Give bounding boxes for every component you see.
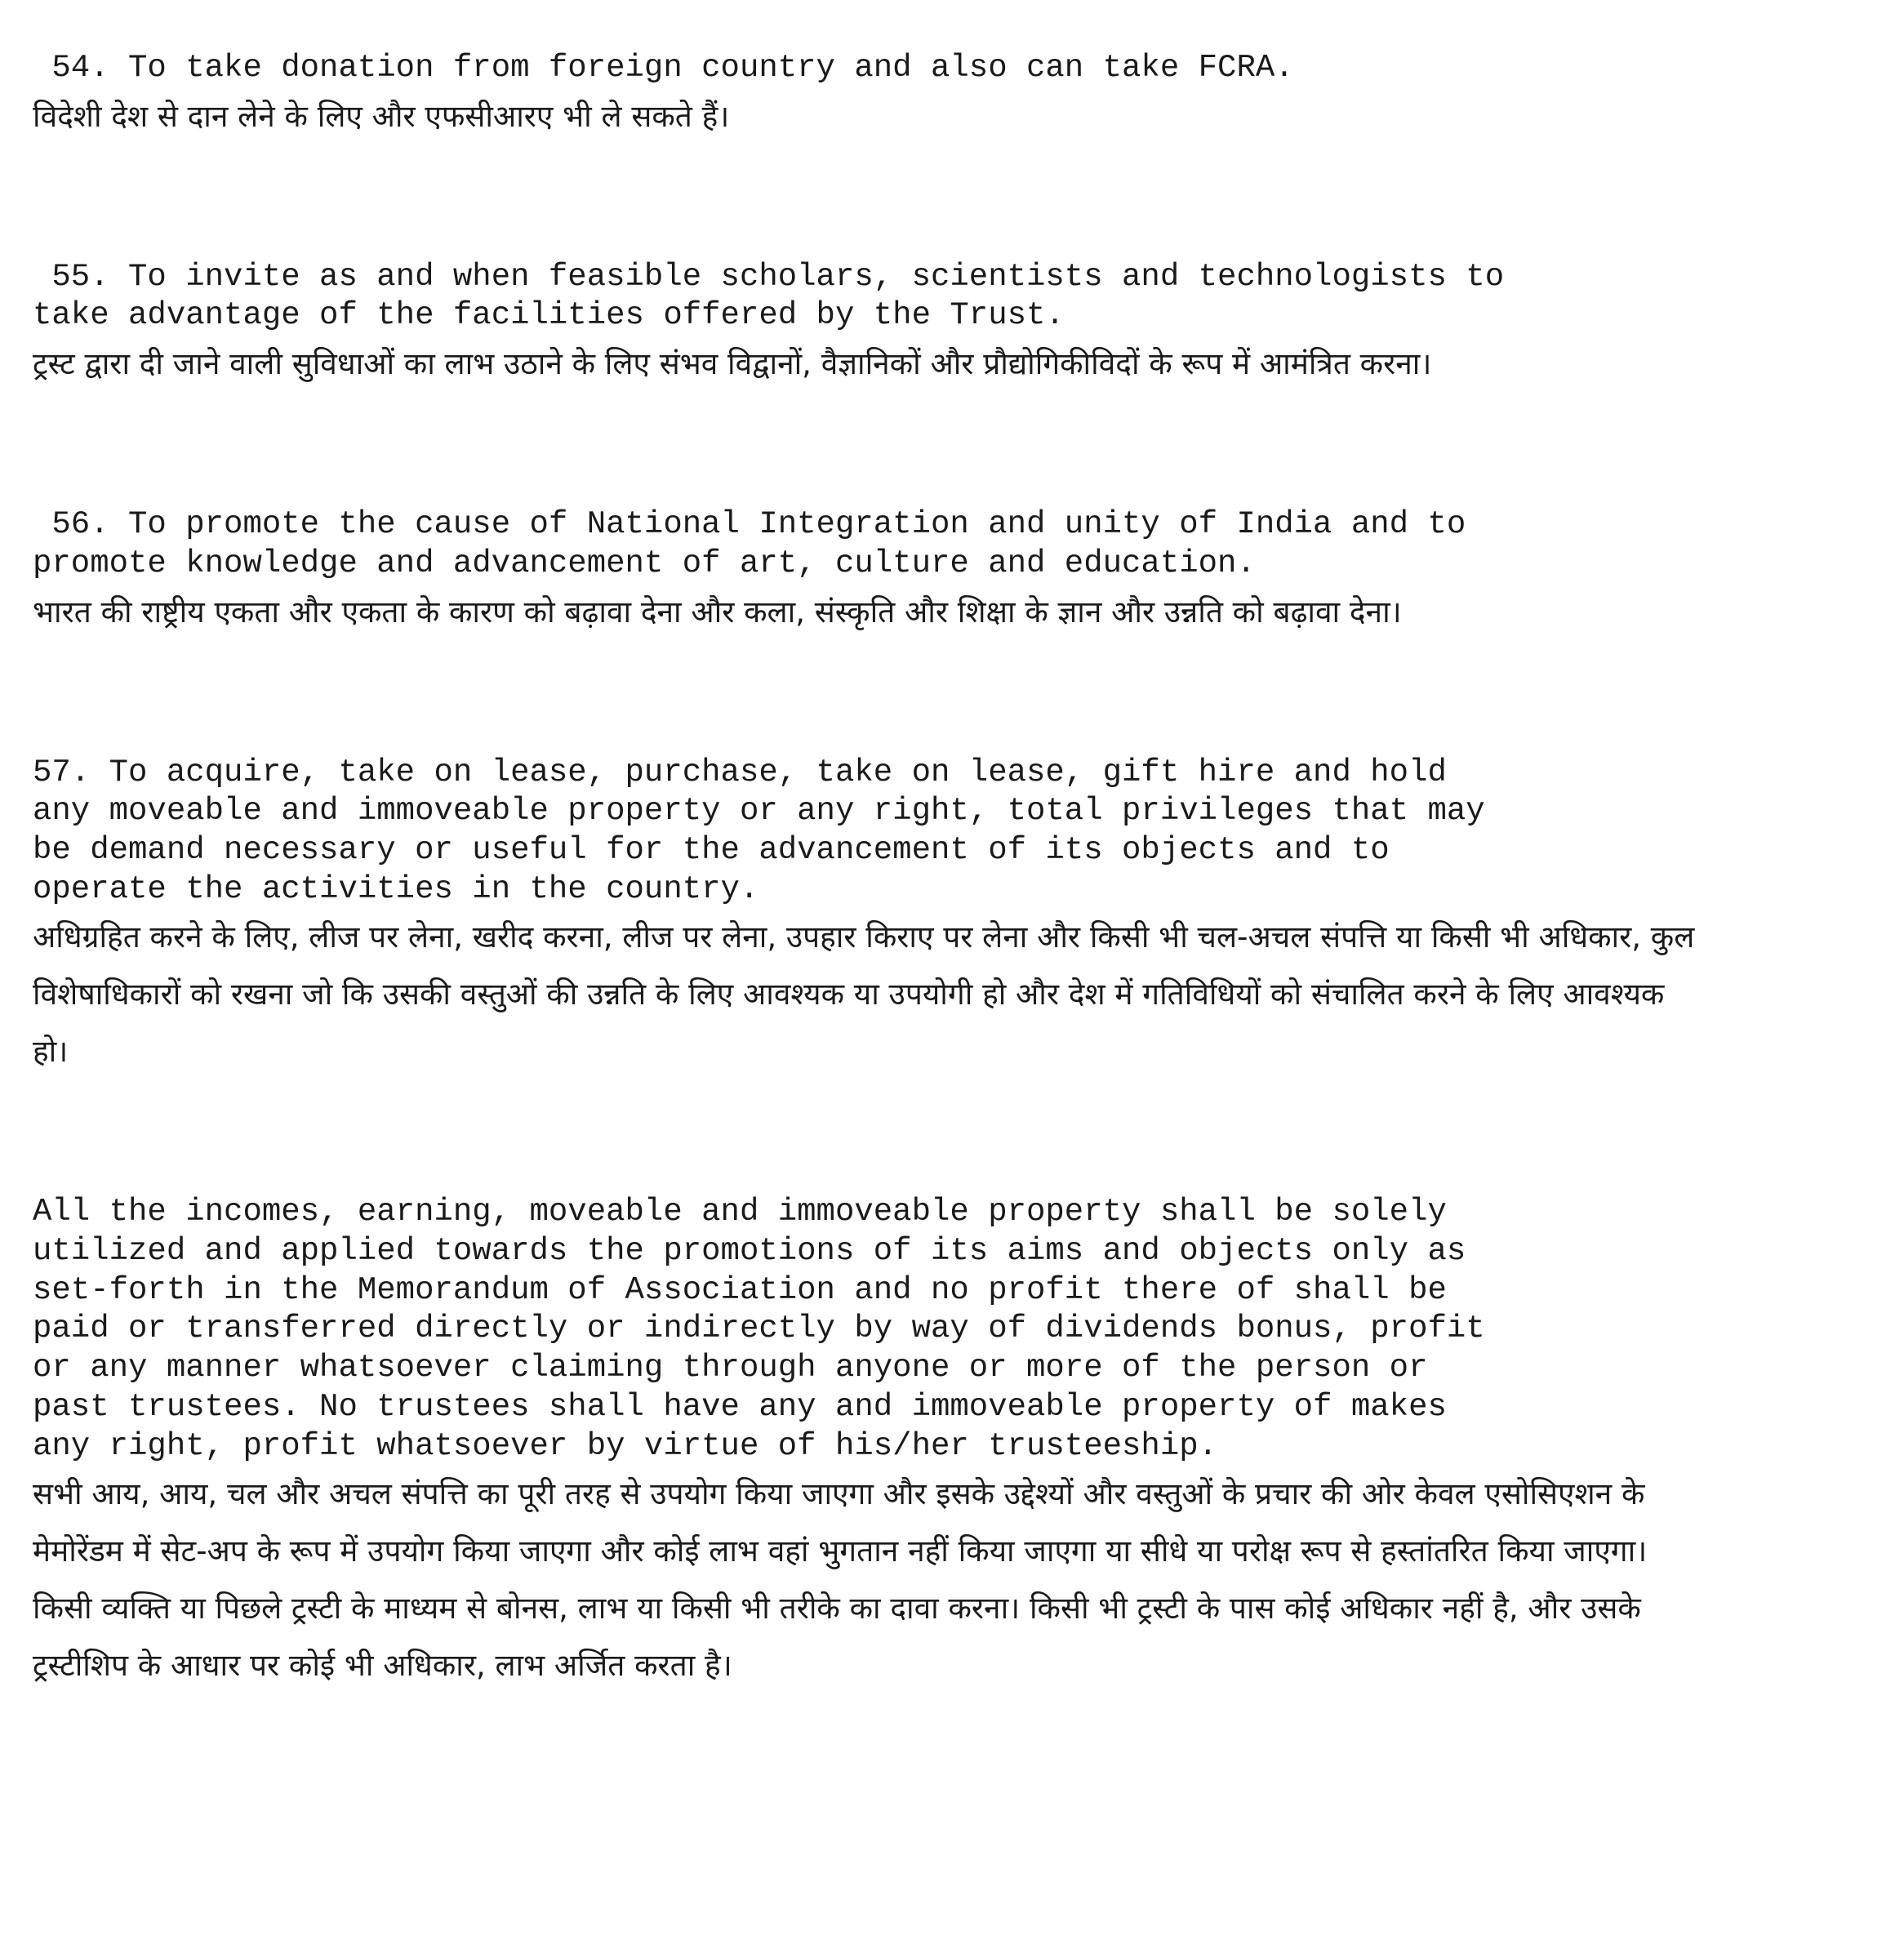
clause-57 (33, 754, 1706, 1081)
spacer (33, 393, 1706, 505)
income-clause (33, 1193, 1706, 1694)
clause-56-english: 56. To promote the cause of National Integration and unity of India and to promote knowledge and advancement of art, culture and education. (33, 506, 1466, 581)
clause-55 (33, 258, 1706, 393)
clause-56-hindi: भारत की राष्ट्रीय एकता और एकता के कारण को बढ़ावा देना और कला, संस्कृति और शिक्षा के ज्ञान और उन्नति को बढ़ावा देना। (33, 594, 1402, 630)
clause-57-hindi: अधिग्रहित करने के लिए, लीज पर लेना, खरीद करना, लीज पर लेना, उपहार किराए पर लेना और किसी भी चल-अचल संपत्ति या किसी भी अधिकार, कुल विशेषाधिकारों को रखना जो कि उसकी वस्तुओं की उन्नति के लिए आवश्यक या उपयोगी हो और देश में गतिविधियों को संचालित करने के लिए आवश्यक हो। (33, 919, 1695, 1070)
income-clause-hindi: सभी आय, आय, चल और अचल संपत्ति का पूरी तरह से उपयोग किया जाएगा और इसके उद्देश्यों और वस्तुओं के प्रचार की ओर केवल एसोसिएशन के मेमोरेंडम में सेट-अप के रूप में उपयोग किया जाएगा और कोई लाभ वहां भुगतान नहीं किया जाएगा या सीधे या परोक्ष रूप से हस्तांतरित किया जाएगा। किसी व्यक्ति या पिछले ट्रस्टी के माध्यम से बोनस, लाभ या किसी भी तरीके का दावा करना। किसी भी ट्रस्टी के पास कोई अधिकार नहीं है, और उसके ट्रस्टीशिप के आधार पर कोई भी अधिकार, लाभ अर्जित करता है। (33, 1476, 1648, 1684)
clause-55-hindi: ट्रस्ट द्वारा दी जाने वाली सुविधाओं का लाभ उठाने के लिए संभव विद्वानों, वैज्ञानिकों और प्रौद्योगिकीविदों के रूप में आमंत्रित करना। (33, 346, 1432, 382)
spacer (33, 641, 1706, 754)
clause-54 (33, 49, 1706, 145)
clause-56 (33, 505, 1706, 640)
clause-54-english: 54. To take donation from foreign country and also can take FCRA. (33, 50, 1294, 86)
document-page (33, 49, 1706, 1694)
income-clause-english: All the incomes, earning, moveable and immoveable property shall be solely utilized and applied towards the promotions of its aims and objects only as set-forth in the Memorandum of Association and no profit there of shall be paid or transferred directly or indirectly by way of dividends bonus, profit or any manner whatsoever claiming through anyone or more of the person or past trustees. No trustees shall have any and immoveable property of makes any right, profit whatsoever by virtue of his/her trusteeship. (33, 1194, 1485, 1464)
clause-55-english: 55. To invite as and when feasible scholars, scientists and technologists to take advantage of the facilities offered by the Trust. (33, 258, 1505, 334)
clause-57-english: 57. To acquire, take on lease, purchase, take on lease, gift hire and hold any moveable and immoveable property or any right, total privileges that may be demand necessary or useful for the advancement of its objects and to operate the activities in the country. (33, 754, 1485, 907)
spacer (33, 145, 1706, 258)
clause-54-hindi: विदेशी देश से दान लेने के लिए और एफसीआरए भी ले सकते हैं। (33, 98, 730, 134)
spacer (33, 1080, 1706, 1193)
